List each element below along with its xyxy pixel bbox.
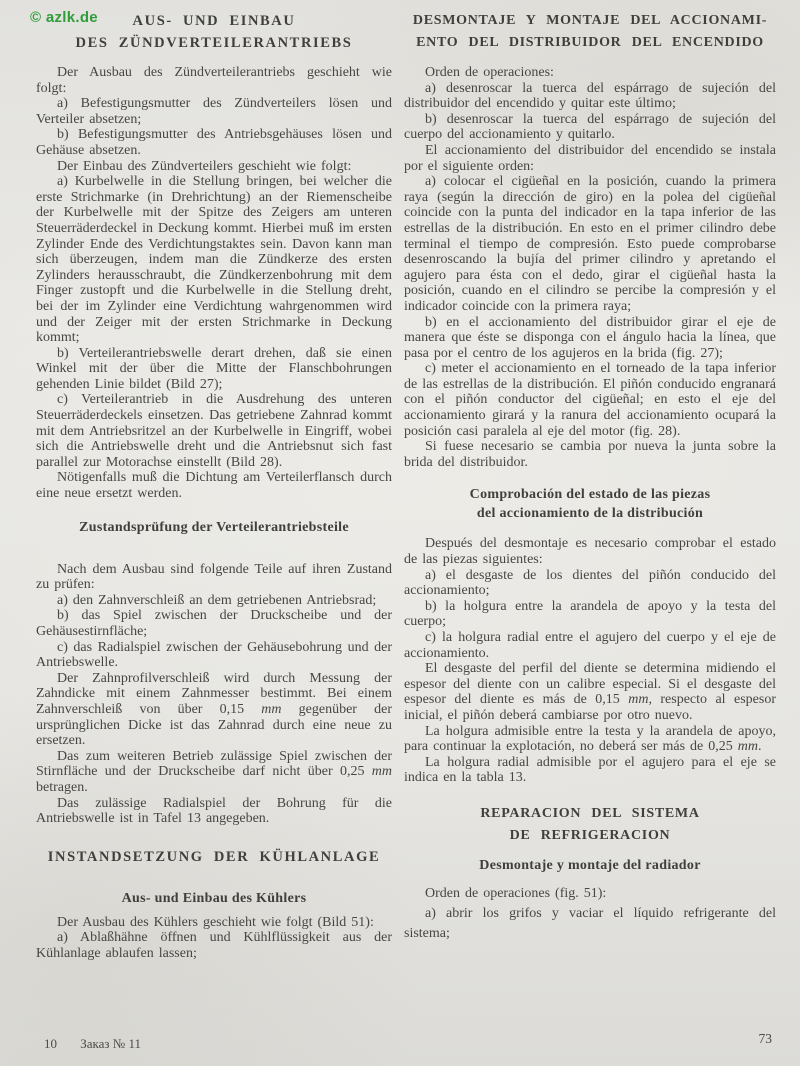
paragraph: Der Ausbau des Zündverteilerantriebs geschieht wie folgt: — [36, 65, 392, 96]
paragraph: c) Verteilerantrieb in die Ausdrehung des unteren Steuerräderdeckels einsetzen. Das getriebene Zahnrad kommt mit dem Antriebsritzel an der Kurbelwelle in Eingriff, wobei sich die Antriebswelle dreht und die Antriebsnut sich fast parallel zur Motorachse einstellt (Bild 28). — [36, 392, 392, 470]
heading-line: AUS- UND EINBAU — [132, 13, 296, 29]
paragraph: c) meter el accionamiento en el torneado de la tapa inferior de las estrellas de la distribución. El piñón conducido engranará con el piñón conductor del cigüeñal; en esto el eje del accionamiento girará y la ranura del accionamiento ocupará la posición casi paralela al eje del motor (fig. 28). — [404, 361, 776, 439]
paragraph: c) la holgura radial entre el agujero del cuerpo y el eje de accionamiento. — [404, 630, 776, 661]
heading-line: DES ZÜNDVERTEILERANTRIEBS — [75, 35, 353, 51]
section-heading-german-2 — [36, 846, 392, 868]
paragraph: b) Befestigungsmutter des Antriebsgehäuses lösen und Gehäuse absetzen. — [36, 127, 392, 158]
paragraph: Si fuese necesario se cambia por nueva la junta sobre la brida del distribuidor. — [404, 439, 776, 470]
sheet-number: 10 — [44, 1036, 57, 1051]
paragraph: c) das Radialspiel zwischen der Gehäusebohrung und der Antriebswelle. — [36, 639, 392, 671]
paragraph: Der Zahnprofilverschleiß wird durch Messung der Zahndicke mit einem Zahnmesser bestimmt. Bei einem Zahnverschleiß von über 0,15 mm gegenüber der ursprünglichen Dicke ist das Zahnrad durch eine neue zu ersetzen. — [36, 670, 392, 749]
paragraph: El desgaste del perfil del diente se determina midiendo el espesor del diente con un calibre especial. Si el desgaste del espesor del diente es más de 0,15 mm, respecto al espesor inicial, el piñón deberá cambiarse por otro nuevo. — [404, 661, 776, 723]
subsection-heading-spanish — [404, 485, 776, 523]
print-order-note — [44, 1036, 141, 1052]
paragraph: a) colocar el cigüeñal en la posición, cuando la primera raya (según la dirección de giro) en la polea del cigüeñal coincide con la punta del indicador en la tapa inferior de las estrellas de la distribución. En esto en el primer cilindro debe terminal el tiempo de compresión. Esto puede comprobarse desenroscando la bujía del primer cilindro y apretando el agujero para ésta con el dedo, girar el cigüeñal hasta la posición, cuando en el cilindro se percibe la compresión y el indicador coincide con la primera raya; — [404, 174, 776, 314]
paragraph: a) Ablaßhähne öffnen und Kühlflüssigkeit aus der Kühlanlage ablaufen lassen; — [36, 930, 392, 961]
paragraph: Der Ausbau des Kühlers geschieht wie folgt (Bild 51): — [57, 914, 374, 930]
german-column — [36, 10, 392, 962]
heading-line: DE REFRIGERACION — [509, 827, 671, 843]
paragraph: Das zum weiteren Betrieb zulässige Spiel zwischen der Stirnfläche und der Druckscheibe darf nicht über 0,25 mm betragen. — [36, 748, 392, 795]
watermark-azlk: © azlk.de — [30, 9, 98, 26]
paragraph: Después del desmontaje es necesario comprobar el estado de las piezas siguientes: — [404, 536, 776, 568]
heading-line: INSTANDSETZUNG DER KÜHLANLAGE — [47, 848, 381, 865]
paragraph: a) desenroscar la tuerca del espárrago de sujeción del distribuidor del encendido y quitar este último; — [404, 80, 776, 112]
paragraph: b) la holgura entre la arandela de apoyo y la testa del cuerpo; — [404, 598, 776, 630]
paragraph: Der Einbau des Zündverteilers geschieht wie folgt: — [57, 158, 352, 174]
paragraph: a) Befestigungsmutter des Zündverteilers lösen und Verteiler absetzen; — [36, 96, 392, 127]
section-heading-german — [36, 10, 392, 54]
paragraph: a) Kurbelwelle in die Stellung bringen, bei welcher die erste Strichmarke (in Drehrichtung) an der Riemenscheibe der Kurbelwelle mit der Spitze des Zeigers am unteren Steuerräderdeckel in Deckung kommt. Hierbei muß im ersten Zylinder Ende des Verdichtungstaktes sein. Davon kann man sich überzeugen, indem man die Zündkerze des ersten Zylinders herausschraubt, die Zündkerzenbohrung mit dem Finger zustopft und die Kurbelwelle in die Stellung dreht, bei der im Zylinder eine Verdichtung wahrgenommen wird und der Zeiger mit der ersten Strichmarke in Deckung kommt; — [36, 174, 392, 346]
section-heading-spanish — [404, 10, 776, 54]
spanish-column — [404, 10, 776, 944]
page-number: 73 — [758, 1031, 772, 1046]
order-number: Заказ № 11 — [80, 1036, 141, 1051]
paragraph: b) desenroscar la tuerca del espárrago de sujeción del cuerpo del accionamiento y quitarlo. — [404, 111, 776, 143]
section-heading-spanish-2 — [404, 803, 776, 847]
paragraph: Nach dem Ausbau sind folgende Teile auf ihren Zustand zu prüfen: — [36, 561, 392, 593]
paragraph: b) Verteilerantriebswelle derart drehen, daß sie einen Winkel mit der über die Mitte der Flanschbohrungen gehenden Linie bildet (Bild 27); — [36, 345, 392, 392]
paragraph: b) das Spiel zwischen der Druckscheibe und der Gehäusestirnfläche; — [36, 608, 392, 639]
heading-line: REPARACION DEL SISTEMA — [480, 805, 700, 821]
paragraph: Nötigenfalls muß die Dichtung am Verteilerflansch durch eine neue ersetzt werden. — [36, 470, 392, 502]
paragraph: Orden de operaciones: — [425, 65, 554, 80]
heading-line: del accionamiento de la distribución — [476, 506, 704, 522]
paragraph: La holgura admisible entre la testa y la arandela de apoyo, para continuar la explotación, no deberá ser más de 0,25 mm. — [404, 723, 776, 755]
paragraph: El accionamiento del distribuidor del encendido se instala por el siguiente orden: — [404, 142, 776, 174]
heading-line: DESMONTAJE Y MONTAJE DEL ACCIONAMI- — [412, 13, 768, 28]
paragraph: La holgura radial admisible por el agujero para el eje se indica en la tabla 13. — [404, 754, 776, 786]
paragraph: Orden de operaciones (fig. 51): — [425, 885, 607, 901]
subsection-heading-spanish-2: Desmontaje y montaje del radiador — [479, 857, 701, 873]
subsection-heading-german-2: Aus- und Einbau des Kühlers — [121, 890, 307, 906]
paragraph: a) el desgaste de los dientes del piñón conducido del accionamiento; — [404, 567, 776, 599]
paragraph: a) abrir los grifos y vaciar el líquido refrigerante del sistema; — [404, 905, 776, 941]
paragraph: Das zulässige Radialspiel der Bohrung für die Antriebswelle ist in Tafel 13 angegeben. — [36, 795, 392, 827]
subsection-heading-german: Zustandsprüfung der Verteilerantriebsteile — [79, 519, 349, 535]
heading-line: ENTO DEL DISTRIBUIDOR DEL ENCENDIDO — [416, 35, 764, 50]
paragraph: b) en el accionamiento del distribuidor girar el eje de manera que éste se disponga con el ángulo hacia la línea, que pasa por el centro de los agujeros en la brida (fig. 27); — [404, 314, 776, 361]
paragraph: a) den Zahnverschleiß an dem getriebenen Antriebsrad; — [57, 592, 377, 608]
heading-line: Comprobación del estado de las piezas — [469, 487, 711, 503]
